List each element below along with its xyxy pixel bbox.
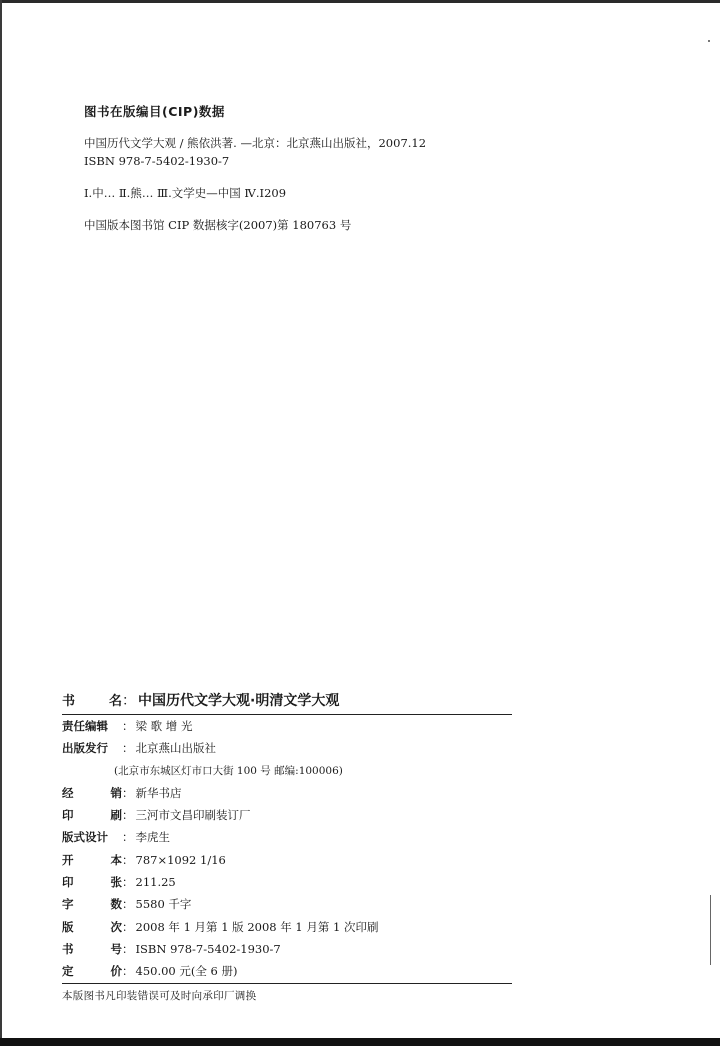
price-row: 定 价 ： 450.00 元(全 6 册) (62, 960, 512, 982)
format-value: 787×1092 1/16 (135, 852, 226, 867)
designer-value: 李虎生 (135, 830, 170, 845)
price-value: 450.00 元(全 6 册) (135, 964, 238, 979)
isbn-row: 书 号 ： ISBN 978-7-5402-1930-7 (62, 938, 512, 960)
words-row: 字 数 ： 5580 千字 (62, 893, 512, 915)
scan-border-bottom (0, 1038, 720, 1046)
isbn-value: ISBN 978-7-5402-1930-7 (135, 941, 281, 956)
cip-bibliographic-line: 中国历代文学大观 / 熊依洪著. —北京：北京燕山出版社，2007.12 (84, 136, 427, 150)
designer-label: 版式设计 (62, 830, 108, 845)
book-name-row: 书 名 ： 中国历代文学大观·明清文学大观 (62, 689, 512, 714)
book-name-label: 书 名 (62, 694, 122, 709)
printer-value: 三河市文昌印刷装订厂 (135, 808, 251, 823)
format-label: 开 本 (62, 852, 122, 867)
words-value: 5580 千字 (135, 897, 192, 912)
publisher-label: 出版发行 (62, 741, 108, 756)
scan-mark (710, 895, 711, 965)
price-label: 定 价 (62, 964, 122, 979)
format-row: 开 本 ： 787×1092 1/16 (62, 849, 512, 871)
book-name-value: 中国历代文学大观·明清文学大观 (138, 693, 340, 709)
edition-row: 版 次 ： 2008 年 1 月第 1 版 2008 年 1 月第 1 次印刷 (62, 916, 512, 938)
scan-border-left (0, 0, 2, 1046)
cip-title: 图书在版编目(CIP)数据 (84, 104, 225, 119)
publisher-address: (北京市东城区灯市口大街 100 号 邮编:100006) (114, 764, 343, 777)
bottom-rule (62, 983, 512, 984)
copyright-imprint-block (62, 689, 512, 1006)
sheets-row: 印 张 ： 211.25 (62, 871, 512, 893)
edition-value: 2008 年 1 月第 1 版 2008 年 1 月第 1 次印刷 (135, 919, 379, 934)
designer-row: 版式设计 ： 李虎生 (62, 826, 512, 848)
editor-row: 责任编辑 ： 梁 歌 增 光 (62, 715, 512, 737)
printer-label: 印 刷 (62, 808, 122, 823)
cip-classification-line: Ⅰ.中… Ⅱ.熊… Ⅲ.文学史—中国 Ⅳ.I209 (84, 186, 287, 200)
sheets-label: 印 张 (62, 875, 122, 890)
editor-value: 梁 歌 增 光 (135, 719, 193, 733)
distributor-value: 新华书店 (135, 785, 182, 800)
publisher-value: 北京燕山出版社 (135, 741, 216, 756)
distributor-row: 经 销 ： 新华书店 (62, 782, 512, 804)
editor-label: 责任编辑 (62, 719, 108, 733)
sheets-value: 211.25 (135, 875, 176, 890)
isbn-label: 书 号 (62, 941, 122, 956)
words-label: 字 数 (62, 897, 122, 912)
edition-label: 版 次 (62, 919, 122, 934)
replacement-notice: 本版图书凡印装错误可及时向承印厂调换 (62, 989, 257, 1002)
printer-row: 印 刷 ： 三河市文昌印刷装订厂 (62, 804, 512, 826)
publisher-row: 出版发行 ： 北京燕山出版社 (62, 737, 512, 759)
scan-border-top (0, 0, 720, 3)
cip-isbn-line: ISBN 978-7-5402-1930-7 (84, 154, 230, 168)
scan-dot (708, 40, 710, 42)
distributor-label: 经 销 (62, 785, 122, 800)
cip-data-block (84, 102, 504, 234)
cip-record-number-line: 中国版本图书馆 CIP 数据核字(2007)第 180763 号 (84, 218, 352, 232)
